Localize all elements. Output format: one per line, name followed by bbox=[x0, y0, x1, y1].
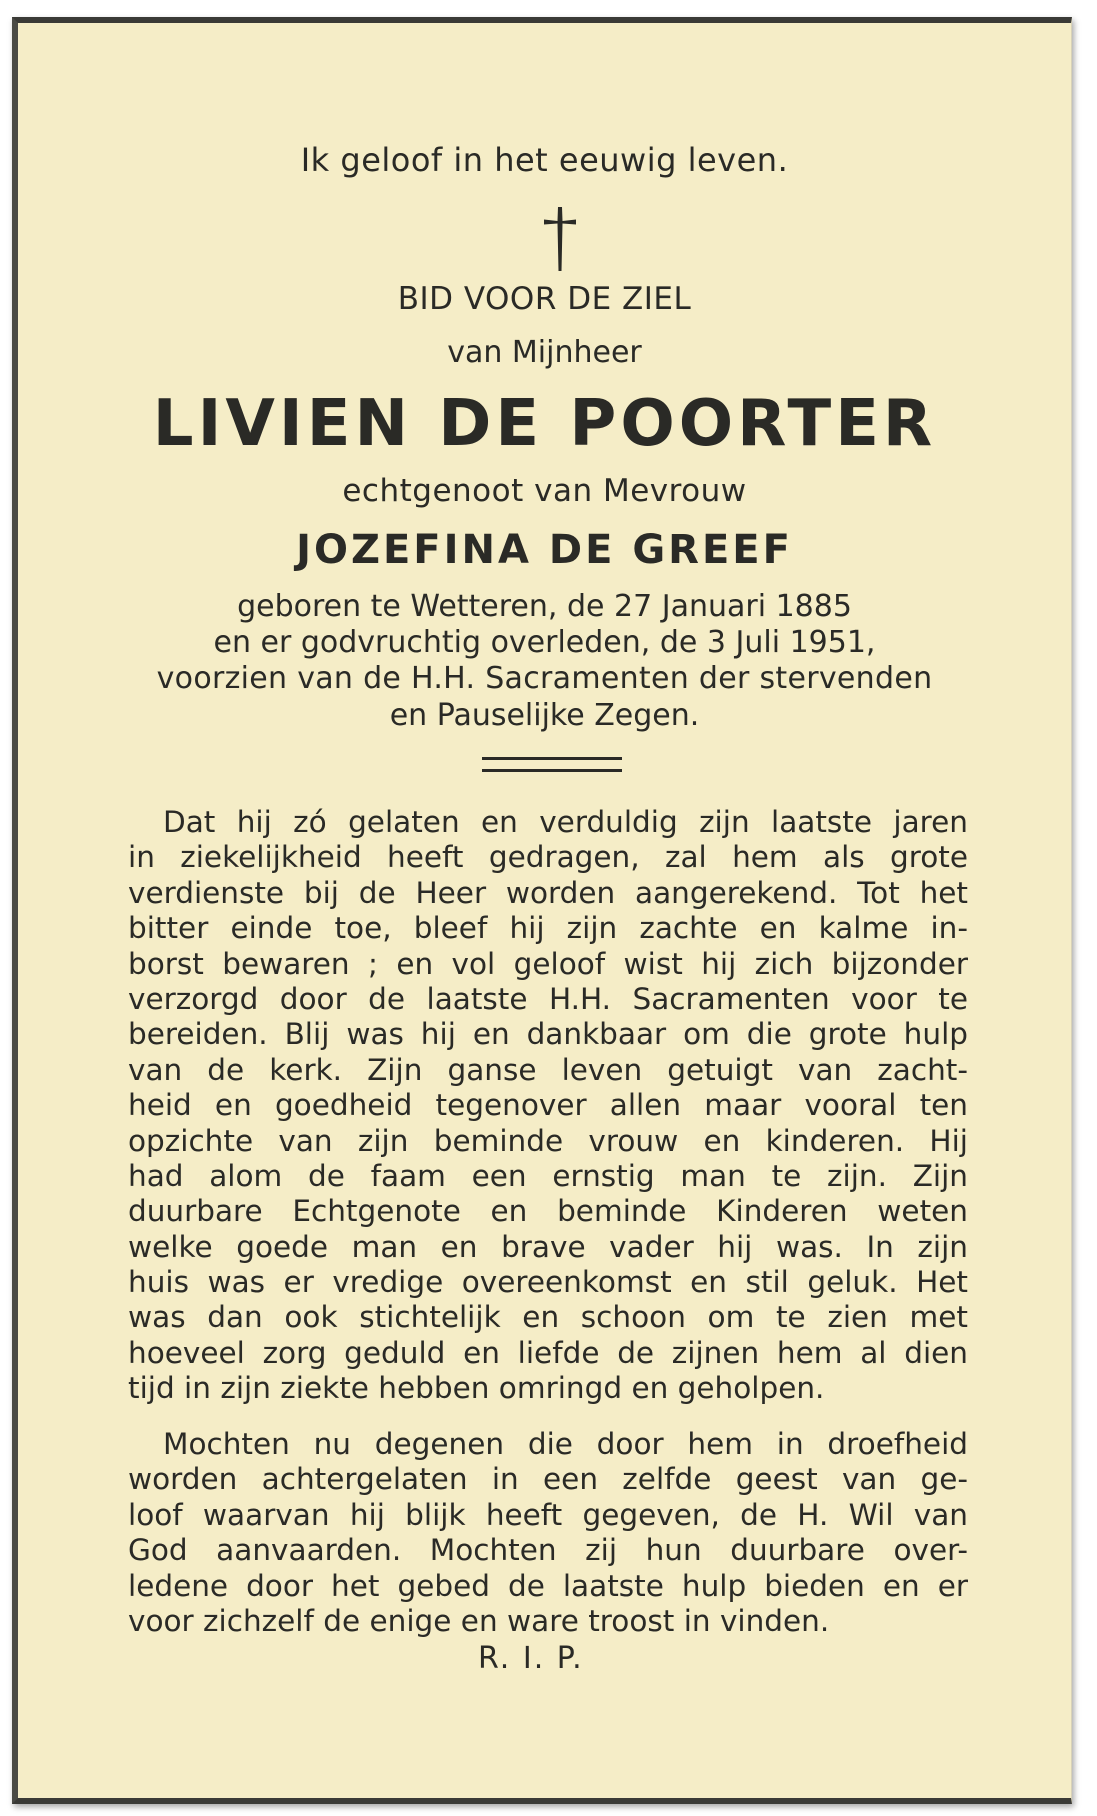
tribute-paragraph bbox=[128, 805, 968, 1407]
paragraph-line: voor zichzelf de enige en ware troost in vinden. bbox=[128, 1603, 830, 1638]
death-line: en er godvruchtig overleden, de 3 Juli 1951, bbox=[213, 625, 876, 660]
rip-closing: R. I. P. bbox=[478, 1641, 584, 1676]
paragraph-line: God aanvaarden. Mochten zij hun duurbare over- bbox=[128, 1533, 968, 1568]
paragraph-line: Dat hij zó gelaten en verduldig zijn laatste jaren bbox=[163, 805, 968, 839]
paragraph-line: ledene door het gebed de laatste hulp bieden en er bbox=[128, 1568, 968, 1603]
birth-line: geboren te Wetteren, de 27 Januari 1885 bbox=[237, 589, 852, 624]
spouse-name: JOZEFINA DE GREEF bbox=[296, 527, 793, 573]
memorial-card bbox=[12, 17, 1072, 1804]
card-content bbox=[18, 23, 1071, 1798]
intro-line: Ik geloof in het eeuwig leven. bbox=[300, 141, 789, 179]
sacraments-line: voorzien van de H.H. Sacramenten der stervenden bbox=[156, 661, 933, 696]
prayer-heading: BID VOOR DE ZIEL bbox=[397, 281, 692, 317]
paragraph-line: opzichte van zijn beminde vrouw en kinderen. Hij bbox=[128, 1123, 968, 1158]
wish-paragraph bbox=[128, 1427, 968, 1639]
paragraph-line: bereiden. Blij was hij en dankbaar om die grote hulp bbox=[128, 1017, 968, 1052]
paragraph-line: bitter einde toe, bleef hij zijn zachte en kalme in- bbox=[128, 911, 968, 946]
paragraph-line: hoeveel zorg geduld en liefde de zijnen hem al dien bbox=[128, 1335, 968, 1370]
paragraph-line: tijd in zijn ziekte hebben omringd en geholpen. bbox=[128, 1371, 825, 1406]
latin-cross-icon bbox=[540, 205, 580, 273]
divider-rule-bottom bbox=[482, 769, 622, 772]
paragraph-line: welke goede man en brave vader hij was. In zijn bbox=[128, 1229, 968, 1264]
paragraph-line: heid en goedheid tegenover allen maar vooral ten bbox=[128, 1088, 968, 1123]
deceased-name: LIVIEN DE POORTER bbox=[152, 387, 937, 461]
paragraph-line: huis was er vredige overeenkomst en stil geluk. Het bbox=[128, 1265, 968, 1300]
honorific: van Mijnheer bbox=[447, 335, 642, 370]
paragraph-line: was dan ook stichtelijk en schoon om te zien met bbox=[128, 1300, 968, 1335]
spouse-intro: echtgenoot van Mevrouw bbox=[342, 473, 747, 509]
blessing-line: en Pauselijke Zegen. bbox=[389, 698, 700, 733]
paragraph-line: worden achtergelaten in een zelfde geest van ge- bbox=[128, 1462, 968, 1497]
paragraph-line: verzorgd door de laatste H.H. Sacramenten voor te bbox=[128, 981, 968, 1016]
paragraph-line: loof waarvan hij blijk heeft gegeven, de H. Wil van bbox=[128, 1497, 968, 1532]
paragraph-line: duurbare Echtgenote en beminde Kinderen weten bbox=[128, 1194, 968, 1229]
paragraph-line: van de kerk. Zijn ganse leven getuigt van zacht- bbox=[128, 1052, 968, 1087]
paragraph-line: had alom de faam een ernstig man te zijn. Zijn bbox=[128, 1158, 968, 1193]
paragraph-line: borst bewaren ; en vol geloof wist hij zich bijzonder bbox=[128, 946, 968, 981]
paragraph-line: verdienste bij de Heer worden aangerekend. Tot het bbox=[128, 875, 968, 910]
paragraph-line: Mochten nu degenen die door hem in droefheid bbox=[163, 1427, 968, 1461]
paragraph-line: in ziekelijkheid heeft gedragen, zal hem als grote bbox=[128, 840, 968, 875]
divider-rule-top bbox=[482, 757, 622, 760]
